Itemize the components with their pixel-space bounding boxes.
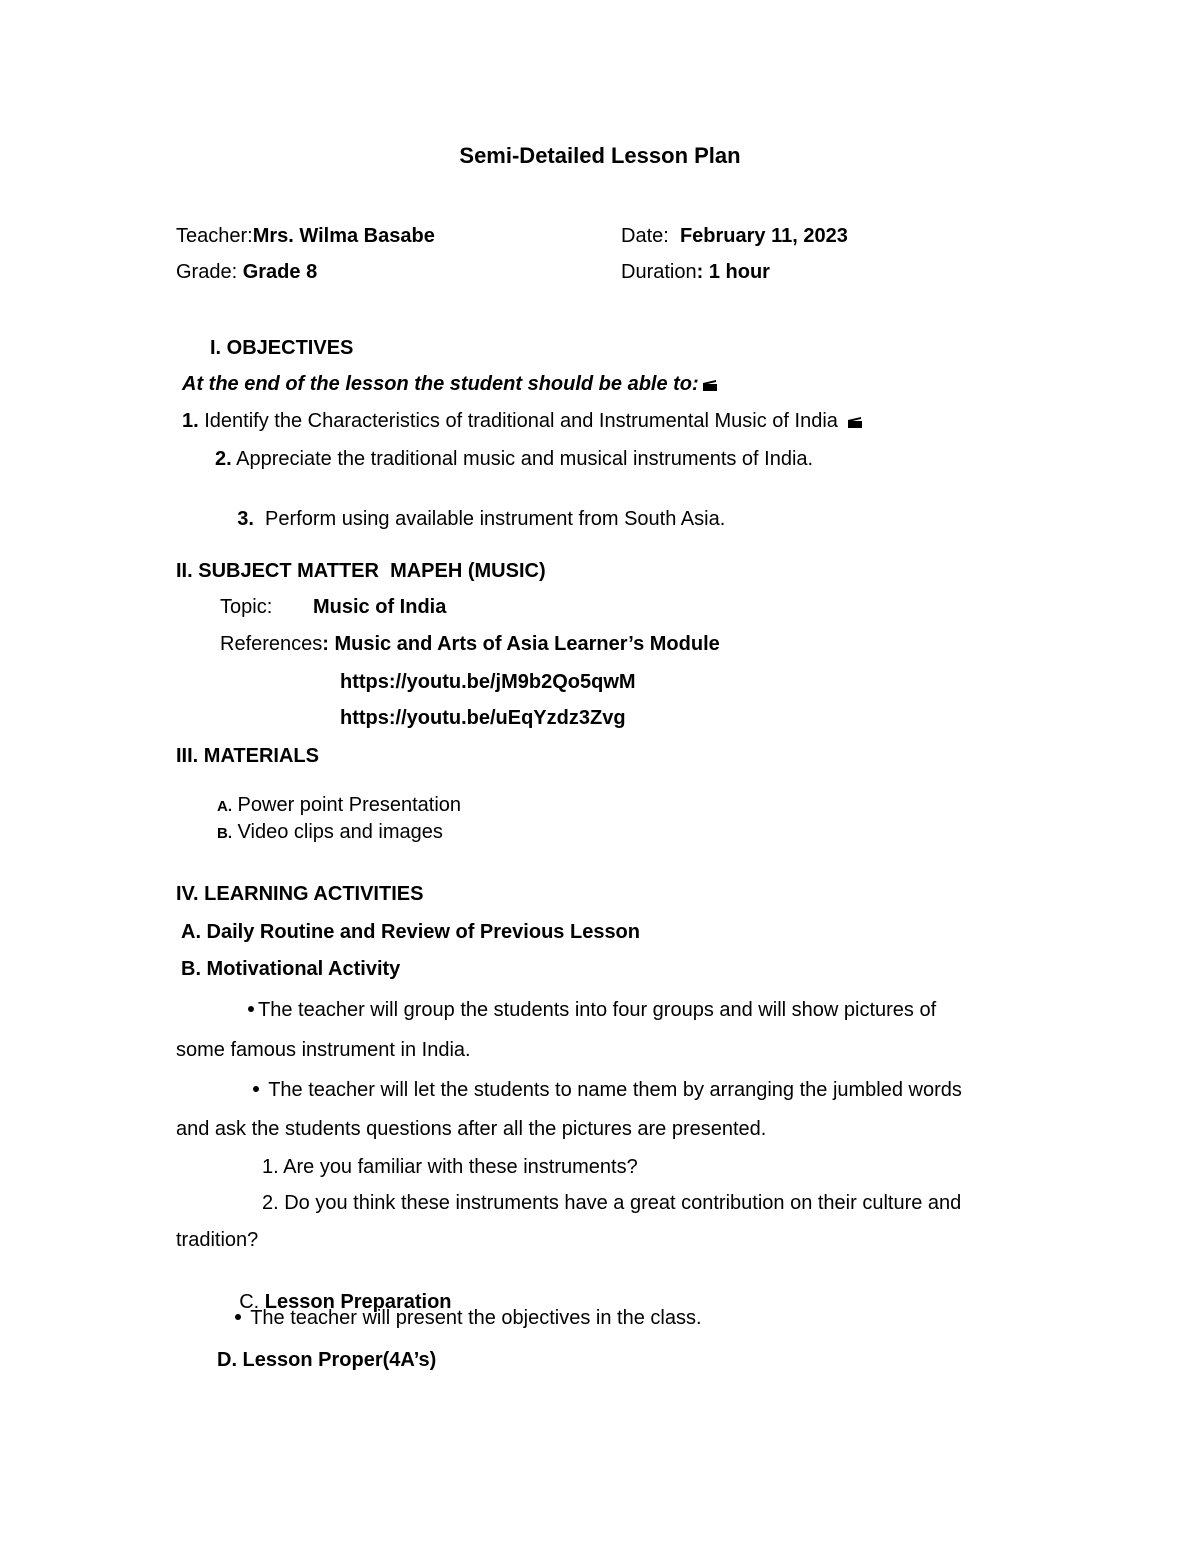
grade-line bbox=[176, 260, 317, 284]
teacher-label: Teacher: bbox=[176, 225, 253, 247]
clapperboard-icon bbox=[703, 373, 717, 385]
objective-text: Appreciate the traditional music and musical instruments of India. bbox=[231, 448, 814, 470]
motivation-paragraph-2a bbox=[253, 1078, 962, 1102]
activity-c-title: Lesson Preparation bbox=[264, 1291, 452, 1313]
teacher-value: Mrs. Wilma Basabe bbox=[252, 225, 435, 247]
material-letter: B. bbox=[217, 825, 232, 842]
duration-value: : 1 hour bbox=[696, 261, 770, 283]
objective-number: 2. bbox=[215, 448, 232, 470]
objective-item-3 bbox=[215, 483, 725, 555]
objective-text: Perform using available instrument from South Asia. bbox=[253, 508, 726, 530]
material-text: Video clips and images bbox=[232, 821, 443, 843]
activity-b: B. Motivational Activity bbox=[181, 958, 401, 980]
grade-label: Grade: bbox=[176, 261, 238, 283]
materials-heading: III. MATERIALS bbox=[176, 745, 319, 767]
objectives-heading: I. OBJECTIVES bbox=[210, 337, 354, 359]
date-value: February 11, 2023 bbox=[679, 225, 848, 247]
activity-c-item bbox=[235, 1306, 702, 1330]
topic-line bbox=[220, 595, 272, 619]
bullet-icon bbox=[235, 1314, 241, 1320]
reference-link-2[interactable]: https://youtu.be/uEqYzdz3Zvg bbox=[340, 707, 626, 729]
objectives-intro-line bbox=[182, 372, 717, 396]
references-line bbox=[220, 632, 720, 656]
date-label: Date: bbox=[621, 225, 669, 247]
motivation-paragraph-2b: and ask the students questions after all the pictures are presented. bbox=[176, 1118, 767, 1140]
material-item-a bbox=[217, 793, 461, 819]
question-2b: tradition? bbox=[176, 1229, 259, 1251]
question-1: 1. Are you familiar with these instruments? bbox=[262, 1156, 638, 1178]
motivation-text: The teacher will group the students into four groups and will show pictures of bbox=[258, 999, 937, 1021]
activity-c-text: The teacher will present the objectives in the class. bbox=[245, 1307, 702, 1329]
objective-item-2 bbox=[215, 447, 813, 471]
duration-line bbox=[621, 260, 770, 284]
duration-label: Duration bbox=[621, 261, 697, 283]
motivation-paragraph-1b: some famous instrument in India. bbox=[176, 1039, 471, 1061]
material-item-b bbox=[217, 820, 443, 846]
objective-number: 1. bbox=[182, 410, 199, 432]
bullet-icon bbox=[253, 1086, 259, 1092]
motivation-paragraph-1a bbox=[248, 998, 936, 1022]
bullet-icon bbox=[248, 1006, 254, 1012]
objective-number: 3. bbox=[237, 508, 254, 530]
objectives-intro: At the end of the lesson the student should be able to: bbox=[182, 373, 699, 395]
activity-a: A. Daily Routine and Review of Previous Lesson bbox=[181, 921, 640, 943]
objective-item-1 bbox=[182, 409, 862, 433]
activity-c-letter: C. bbox=[239, 1291, 265, 1313]
subject-matter-heading: II. SUBJECT MATTER MAPEH (MUSIC) bbox=[176, 560, 546, 582]
date-line bbox=[621, 224, 848, 248]
activities-heading: IV. LEARNING ACTIVITIES bbox=[176, 883, 424, 905]
material-letter: A. bbox=[217, 798, 232, 815]
clapperboard-icon bbox=[848, 410, 862, 422]
grade-value: Grade 8 bbox=[242, 261, 318, 283]
objective-text: Identify the Characteristics of traditional and Instrumental Music of India bbox=[198, 410, 838, 432]
material-text: Power point Presentation bbox=[232, 794, 462, 816]
reference-link-1[interactable]: https://youtu.be/jM9b2Qo5qwM bbox=[340, 671, 636, 693]
topic-value: Music of India bbox=[313, 596, 447, 618]
references-value: : Music and Arts of Asia Learner’s Module bbox=[322, 633, 720, 655]
teacher-line bbox=[176, 224, 435, 248]
references-label: References bbox=[220, 633, 323, 655]
question-2a: 2. Do you think these instruments have a great contribution on their culture and bbox=[262, 1192, 962, 1214]
activity-d: D. Lesson Proper(4A’s) bbox=[217, 1349, 437, 1371]
topic-label: Topic: bbox=[220, 596, 273, 618]
page-title: Semi-Detailed Lesson Plan bbox=[459, 143, 741, 168]
motivation-text: The teacher will let the students to name them by arranging the jumbled words bbox=[263, 1079, 962, 1101]
